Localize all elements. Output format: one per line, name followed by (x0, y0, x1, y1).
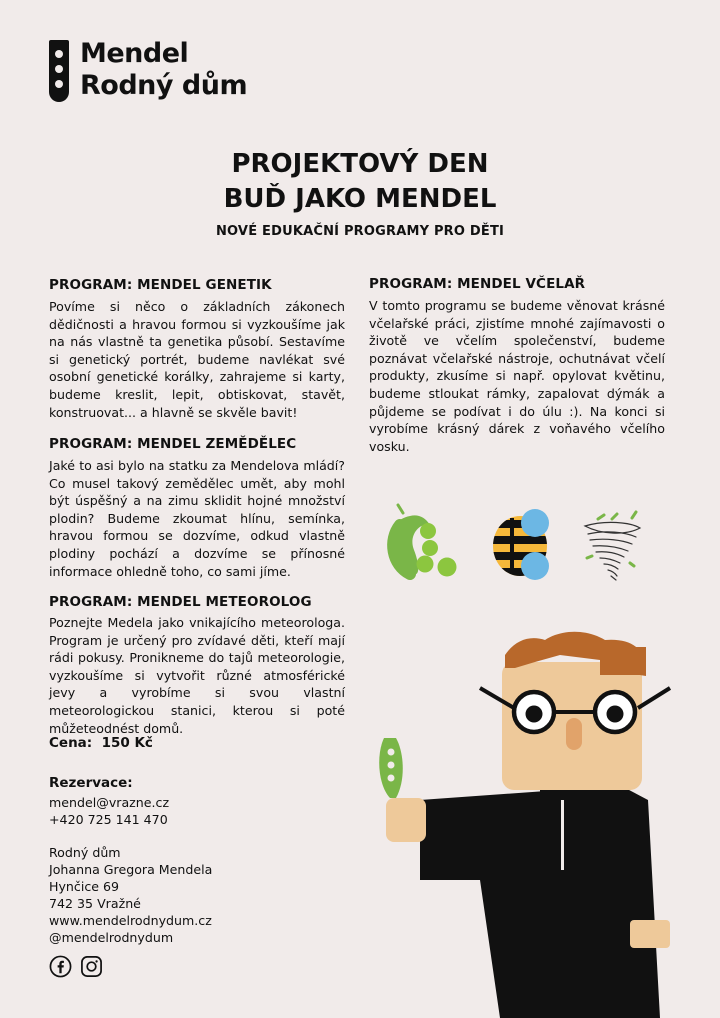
title-line2: BUĎ JAKO MENDEL (223, 184, 497, 214)
meteorolog-heading: PROGRAM: MENDEL METEOROLOG (49, 594, 312, 610)
logo-mark-icon (49, 40, 69, 102)
price-label: Cena: (49, 735, 93, 751)
social-handle: @mendelrodnydum (49, 930, 174, 945)
website-link[interactable]: www.mendelrodnydum.cz (49, 913, 212, 928)
bee-icon (490, 509, 550, 580)
instagram-icon[interactable] (80, 955, 103, 978)
vcelar-heading: PROGRAM: MENDEL VČELAŘ (369, 276, 586, 292)
genetik-heading: PROGRAM: MENDEL GENETIK (49, 277, 272, 293)
tornado-icon (585, 512, 640, 580)
vcelar-text: V tomto programu se budeme věnovat krásné včelařské práci, zjistíme mnohé zajímavosti o životě ve včelím společenství, budeme poznávat včelařské nástroje, ochutnávat včelí produkty, zkusíme si např. opylovat květinu, budeme stloukat rámky, zapalovat dýmák a půjdeme se podívat i do úlu :). Na konci si vyrobíme krásný dárek z voňavého včelího vosku. (369, 298, 665, 454)
reservation-phone[interactable]: +420 725 141 470 (49, 812, 168, 827)
zemedelec-text: Jaké to asi bylo na statku za Mendelova mládí? Co musel takový zemědělec umět, aby mohl být úspěšný a na zimu sklidit hojné množství plodin? Budeme zkoumat hlínu, semínka, hravou formou se dozvíme, odkud vlastně plodiny pochází a dozvíme se přínosné informace ohledně toho, co sami jíme. (49, 458, 345, 579)
logo-line2: Rodný dům (80, 70, 248, 101)
address-line1: Rodný dům (49, 845, 121, 860)
title-line1: PROJEKTOVÝ DEN (231, 149, 489, 179)
address-line4: 742 35 Vražné (49, 896, 141, 911)
title-block (0, 147, 720, 239)
pea-pod-icon (390, 505, 457, 577)
logo-line1: Mendel (80, 38, 189, 69)
reservation-heading: Rezervace: (49, 775, 133, 791)
social-links (49, 955, 103, 978)
reservation-email[interactable]: mendel@vrazne.cz (49, 795, 170, 810)
price-value: 150 Kč (101, 735, 153, 751)
meteorolog-text: Poznejte Medela jako vnikajícího meteorologa. Program je určený pro zvídavé děti, kteří mají rádi pokusy. Pronikneme do tajů meteorologie, vyzkoušíme si vytvořit různé atmosférické jevy a vyrobíme si svou vlastní meteorologickou stanici, kterou si poté můžeteodnést domů. (49, 615, 345, 736)
facebook-icon[interactable] (49, 955, 72, 978)
price (49, 735, 153, 751)
zemedelec-heading: PROGRAM: MENDEL ZEMĚDĚLEC (49, 436, 297, 452)
logo (49, 38, 247, 102)
subtitle: NOVÉ EDUKAČNÍ PROGRAMY PRO DĚTI (215, 224, 505, 239)
address-line2: Johanna Gregora Mendela (49, 862, 213, 877)
mendel-character (379, 632, 670, 1018)
address-line3: Hynčice 69 (49, 879, 120, 894)
genetik-text: Povíme si něco o základních zákonech dědičnosti a hravou formou si vyzkoušíme jak na nás vlastně ta genetika působí. Sestavíme si genetický portrét, budeme navlékat své osobní genetické korálky, zahrajeme si karty, budeme kreslit, lepit, obtiskovat, stavět, konstruovat... a hlavně se skvěle bavit! (49, 299, 345, 420)
